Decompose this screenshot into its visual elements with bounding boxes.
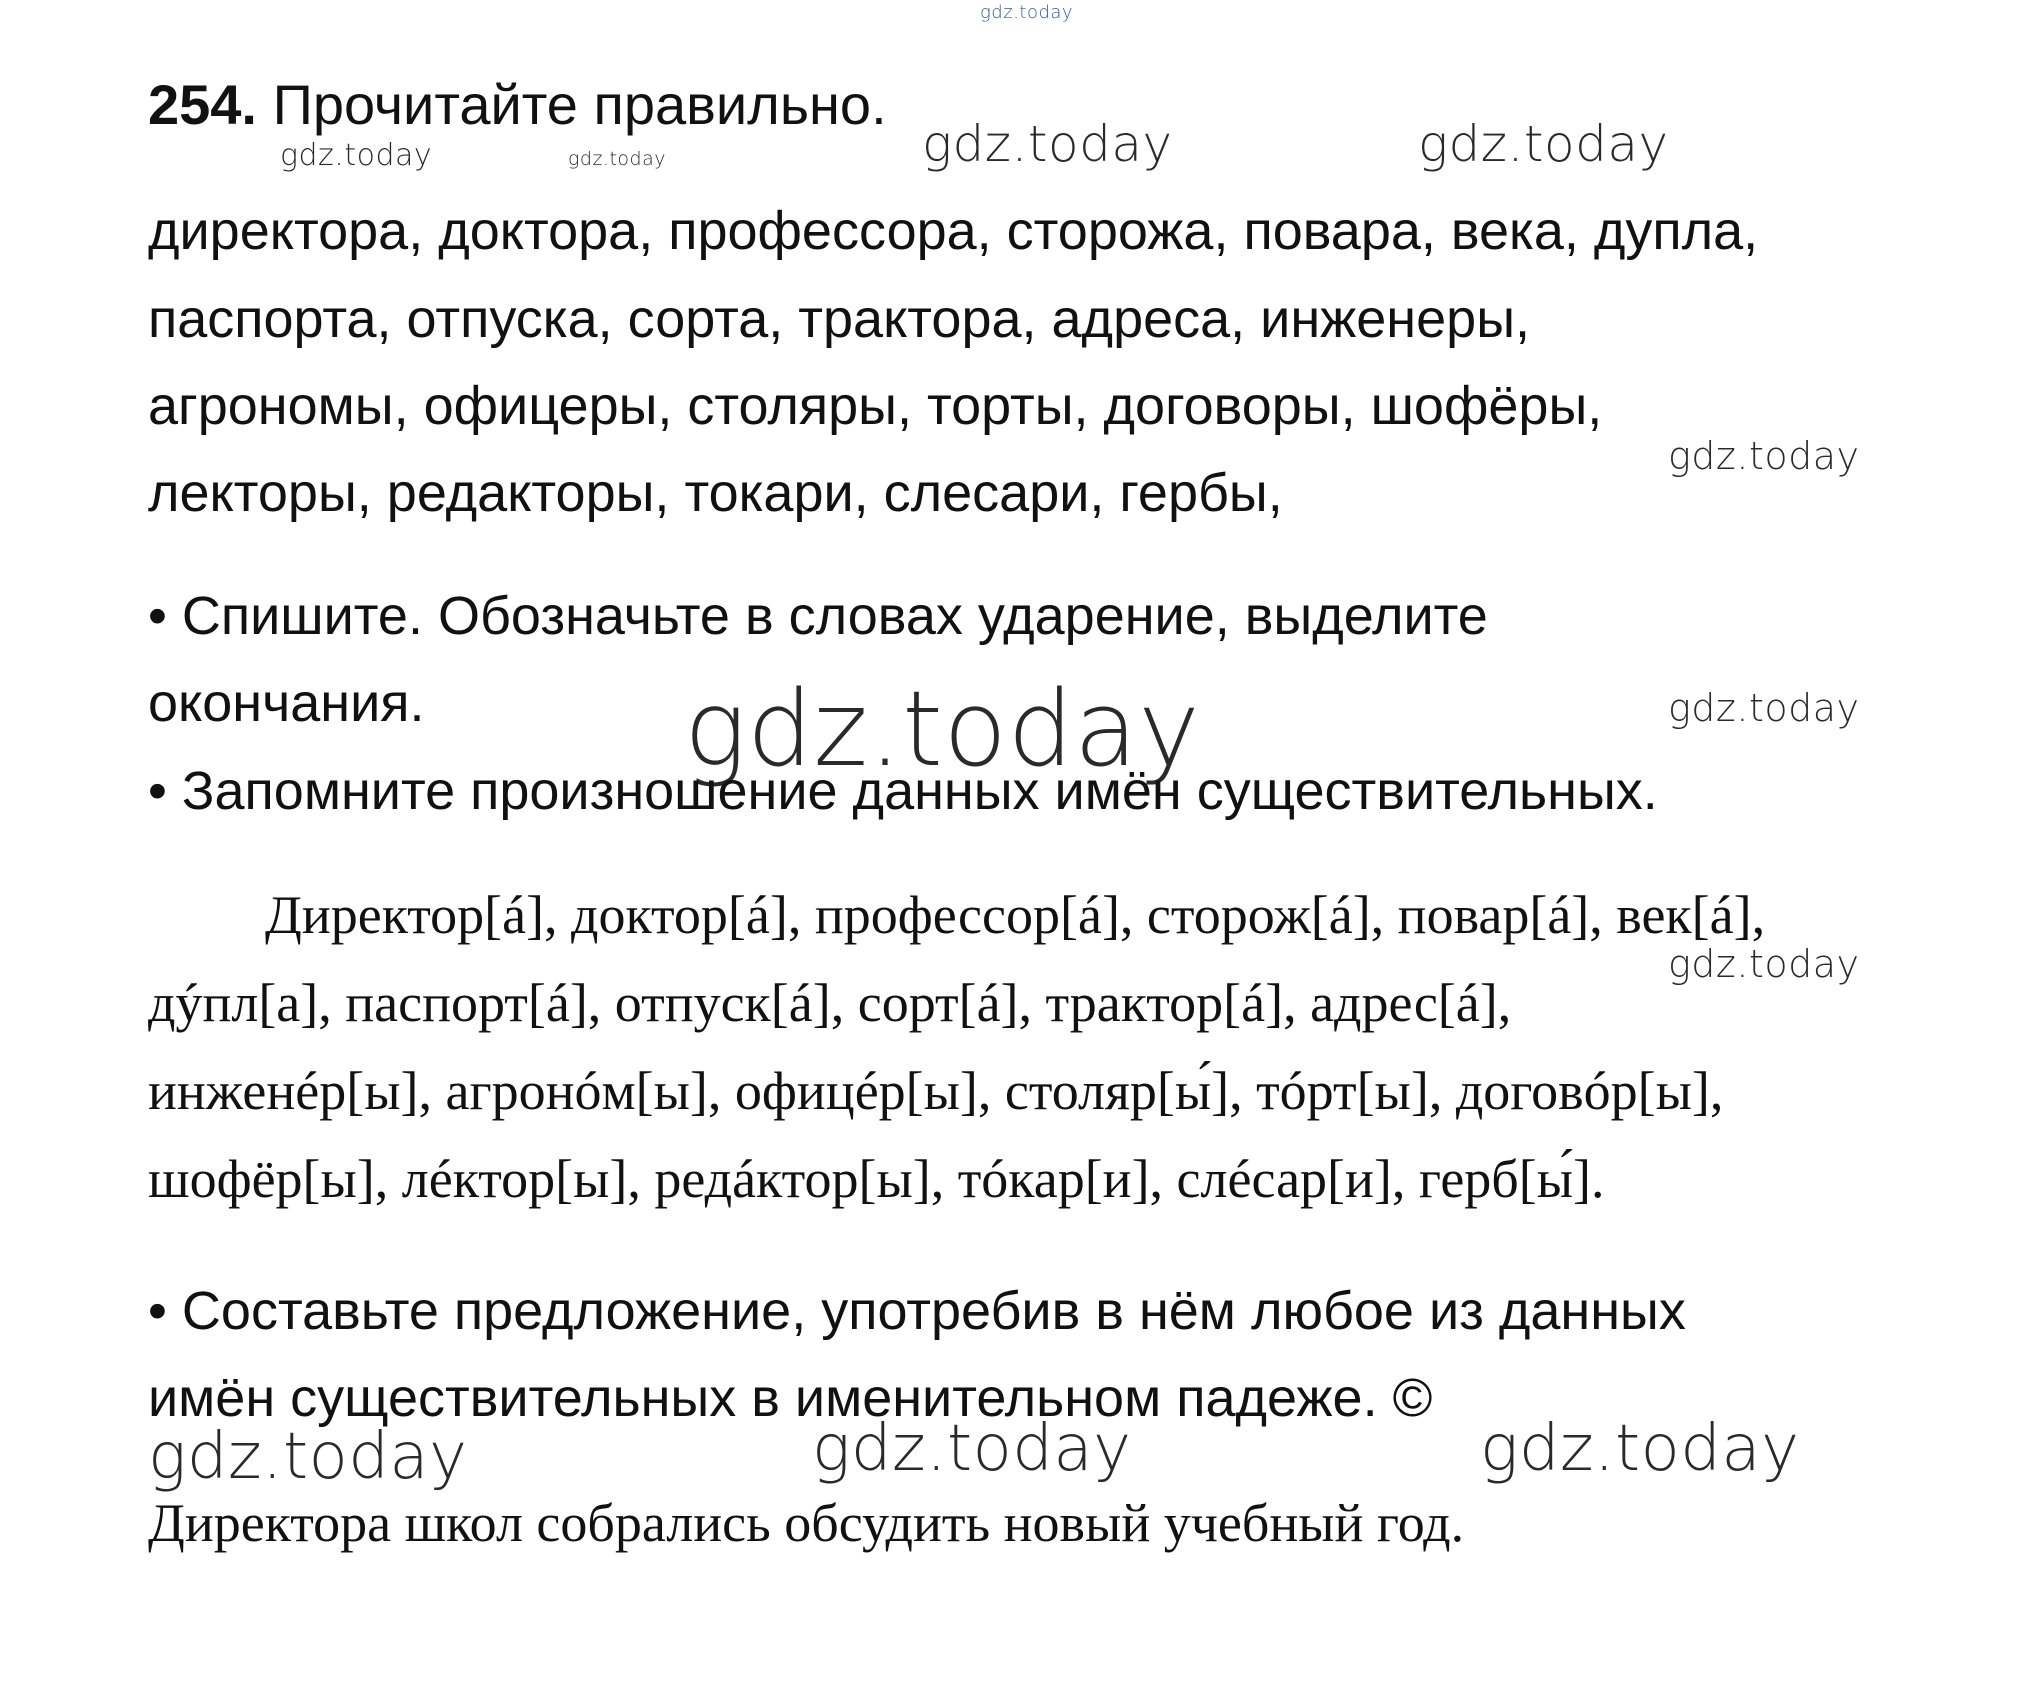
watermark: gdz.today: [1668, 686, 1860, 730]
answer-line: шофёр[ы], лéктор[ы], редáктор[ы], тóкар[и], слéсар[и], герб[ы́].: [148, 1149, 1605, 1209]
task-number: 254.: [148, 73, 257, 136]
word-list-line: директора, доктора, профессора, сторожа, повара, века, дупла,: [148, 201, 1759, 261]
word-list-line: паспорта, отпуска, сорта, трактора, адреса, инженеры,: [148, 289, 1531, 349]
watermark: gdz.today: [1418, 115, 1669, 173]
watermark: gdz.today: [812, 1412, 1132, 1486]
instruction-compose-cont: имён существительных в именительном падеже. ©: [148, 1368, 1433, 1428]
watermark: gdz.today: [922, 115, 1173, 173]
watermark: gdz.today: [1668, 942, 1860, 986]
watermark: gdz.today: [1480, 1412, 1800, 1486]
answer-line: инженéр[ы], агронóм[ы], офицéр[ы], столяр[ы́], тóрт[ы], договóр[ы],: [148, 1061, 1724, 1121]
instruction-remember: • Запомните произношение данных имён существительных.: [148, 761, 1658, 821]
instruction-compose: • Составьте предложение, употребив в нём любое из данных: [148, 1281, 1686, 1341]
watermark: gdz.today: [148, 1420, 468, 1494]
instruction-copy-cont: окончания.: [148, 673, 425, 733]
watermark: gdz.today: [1668, 434, 1860, 478]
word-list-line: лекторы, редакторы, токари, слесари, гербы,: [148, 463, 1283, 523]
watermark-top: gdz.today: [980, 2, 1074, 23]
word-list-line: агрономы, офицеры, столяры, торты, договоры, шофёры,: [148, 376, 1603, 436]
watermark: gdz.today: [568, 148, 666, 170]
task-title: Прочитайте правильно.: [272, 73, 887, 136]
answer-line: дýпл[а], паспорт[á], отпуск[á], сорт[á], трактор[á], адрес[á],: [148, 973, 1512, 1033]
instruction-copy: • Спишите. Обозначьте в словах ударение, выделите: [148, 586, 1488, 646]
answer-line: Директор[á], доктор[á], профессор[á], сторож[á], повар[á], век[á],: [265, 885, 1766, 945]
task-heading: [148, 72, 887, 137]
watermark: gdz.today: [684, 668, 1201, 790]
example-sentence: Директора школ собрались обсудить новый учебный год.: [148, 1493, 1465, 1553]
watermark: gdz.today: [280, 138, 433, 173]
